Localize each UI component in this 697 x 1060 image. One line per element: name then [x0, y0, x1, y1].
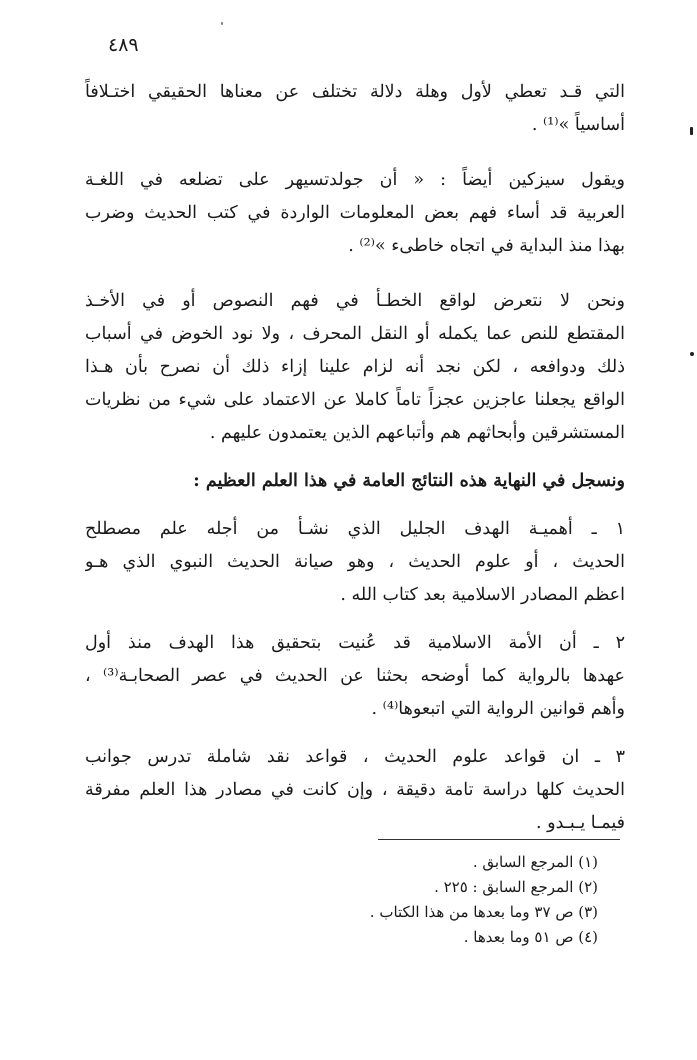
scan-margin-mark: [690, 127, 693, 135]
page-number: ٤٨٩: [108, 34, 139, 56]
body-text: [85, 76, 625, 840]
text-line: ٣ ـ ان قواعد علوم الحديث ، قواعد نقد شاملة تدرس جوانب: [85, 747, 625, 767]
text-line: ونحن لا نتعرض لواقع الخطـأ في فهم النصوص أو في الأخـذ: [85, 291, 625, 311]
paragraph-gap: [85, 498, 625, 513]
footnote-divider: [378, 839, 620, 840]
text-line: ذلك ودوافعه ، لكن نجد أنه لزام علينا إزاء ذلك أن نصرح بأن هـذا: [85, 357, 625, 377]
text-line: بهذا منذ البداية في اتجاه خاطىء »⁽²⁾ .: [348, 236, 625, 256]
text-line: الحديث ، أو علوم الحديث ، وهو صيانة الحديث النبوي الذي هـو: [85, 552, 625, 572]
text-line: ٢ ـ أن الأمة الاسلامية قد عُنيت بتحقيق هذا الهدف منذ أول: [85, 633, 625, 653]
text-line: المستشرقين وأبحاثهم هم وأتباعهم الذين يعتمدون عليهم .: [209, 423, 625, 443]
footnote-2: (٢) المرجع السابق : ٢٢٥ .: [434, 878, 598, 896]
text-line: التي قـد تعطي لأول وهلة دلالة تختلف عن معناها الحقيقي اختـلافاً: [85, 82, 625, 102]
paragraph-gap: [85, 263, 625, 285]
text-line: فيمـا يـبـدو .: [536, 813, 625, 833]
paragraph-gap: [85, 450, 625, 465]
footnote-4: (٤) ص ٥١ وما بعدها .: [463, 928, 598, 946]
text-line: الحديث كلها دراسة تامة دقيقة ، وإن كانت في مصادر هذا العلم مفرقة: [85, 780, 625, 800]
paragraph-sezgin-quote: [85, 164, 625, 263]
paragraph-gap: [85, 726, 625, 741]
paragraph-orientalists: [85, 285, 625, 450]
scan-margin-mark: [690, 352, 694, 356]
text-line: ١ ـ أهميـة الهدف الجليل الذي نشـأ من أجله علم مصطلح: [85, 519, 625, 539]
text-line: وأهم قوانين الرواية التي اتبعوها⁽⁴⁾ .: [371, 699, 625, 719]
conclusion-item-2: [85, 627, 625, 726]
footnote-3: (٣) ص ٣٧ وما بعدها من هذا الكتاب .: [369, 903, 598, 921]
paragraph-gap: [85, 142, 625, 164]
conclusion-item-1: [85, 513, 625, 612]
text-line: أساسياً »⁽¹⁾ .: [531, 115, 625, 135]
heading-line: ونسجل في النهاية هذه النتائج العامة في هذا العلم العظيم :: [193, 471, 625, 491]
text-line: الواقع يجعلنا عاجزين عجزاً تاماً كاملا عن الاعتماد على شيء من نظريات: [85, 390, 625, 410]
text-line: عهدها بالرواية كما أوضحه بحثنا عن الحديث في عصر الصحابـة⁽³⁾ ،: [85, 666, 625, 686]
scan-speck: [221, 22, 223, 25]
text-line: اعظم المصادر الاسلامية بعد كتاب الله .: [340, 585, 625, 605]
text-line: المقتطع للنص عما يكمله أو النقل المحرف ، ولا نود الخوض في أسباب: [85, 324, 625, 344]
conclusion-item-3: [85, 741, 625, 840]
footnotes: [300, 850, 598, 950]
paragraph-gap: [85, 612, 625, 627]
conclusions-heading: [85, 465, 625, 498]
footnote-1: (١) المرجع السابق .: [472, 853, 598, 871]
text-line: العربية قد أساء فهم بعض المعلومات الواردة في كتب الحديث وضرب: [85, 203, 625, 223]
text-line: ويقول سيزكين أيضاً : « أن جولدتسيهر على تضلعه في اللغـة: [85, 170, 625, 190]
paragraph-quote-end: [85, 76, 625, 142]
